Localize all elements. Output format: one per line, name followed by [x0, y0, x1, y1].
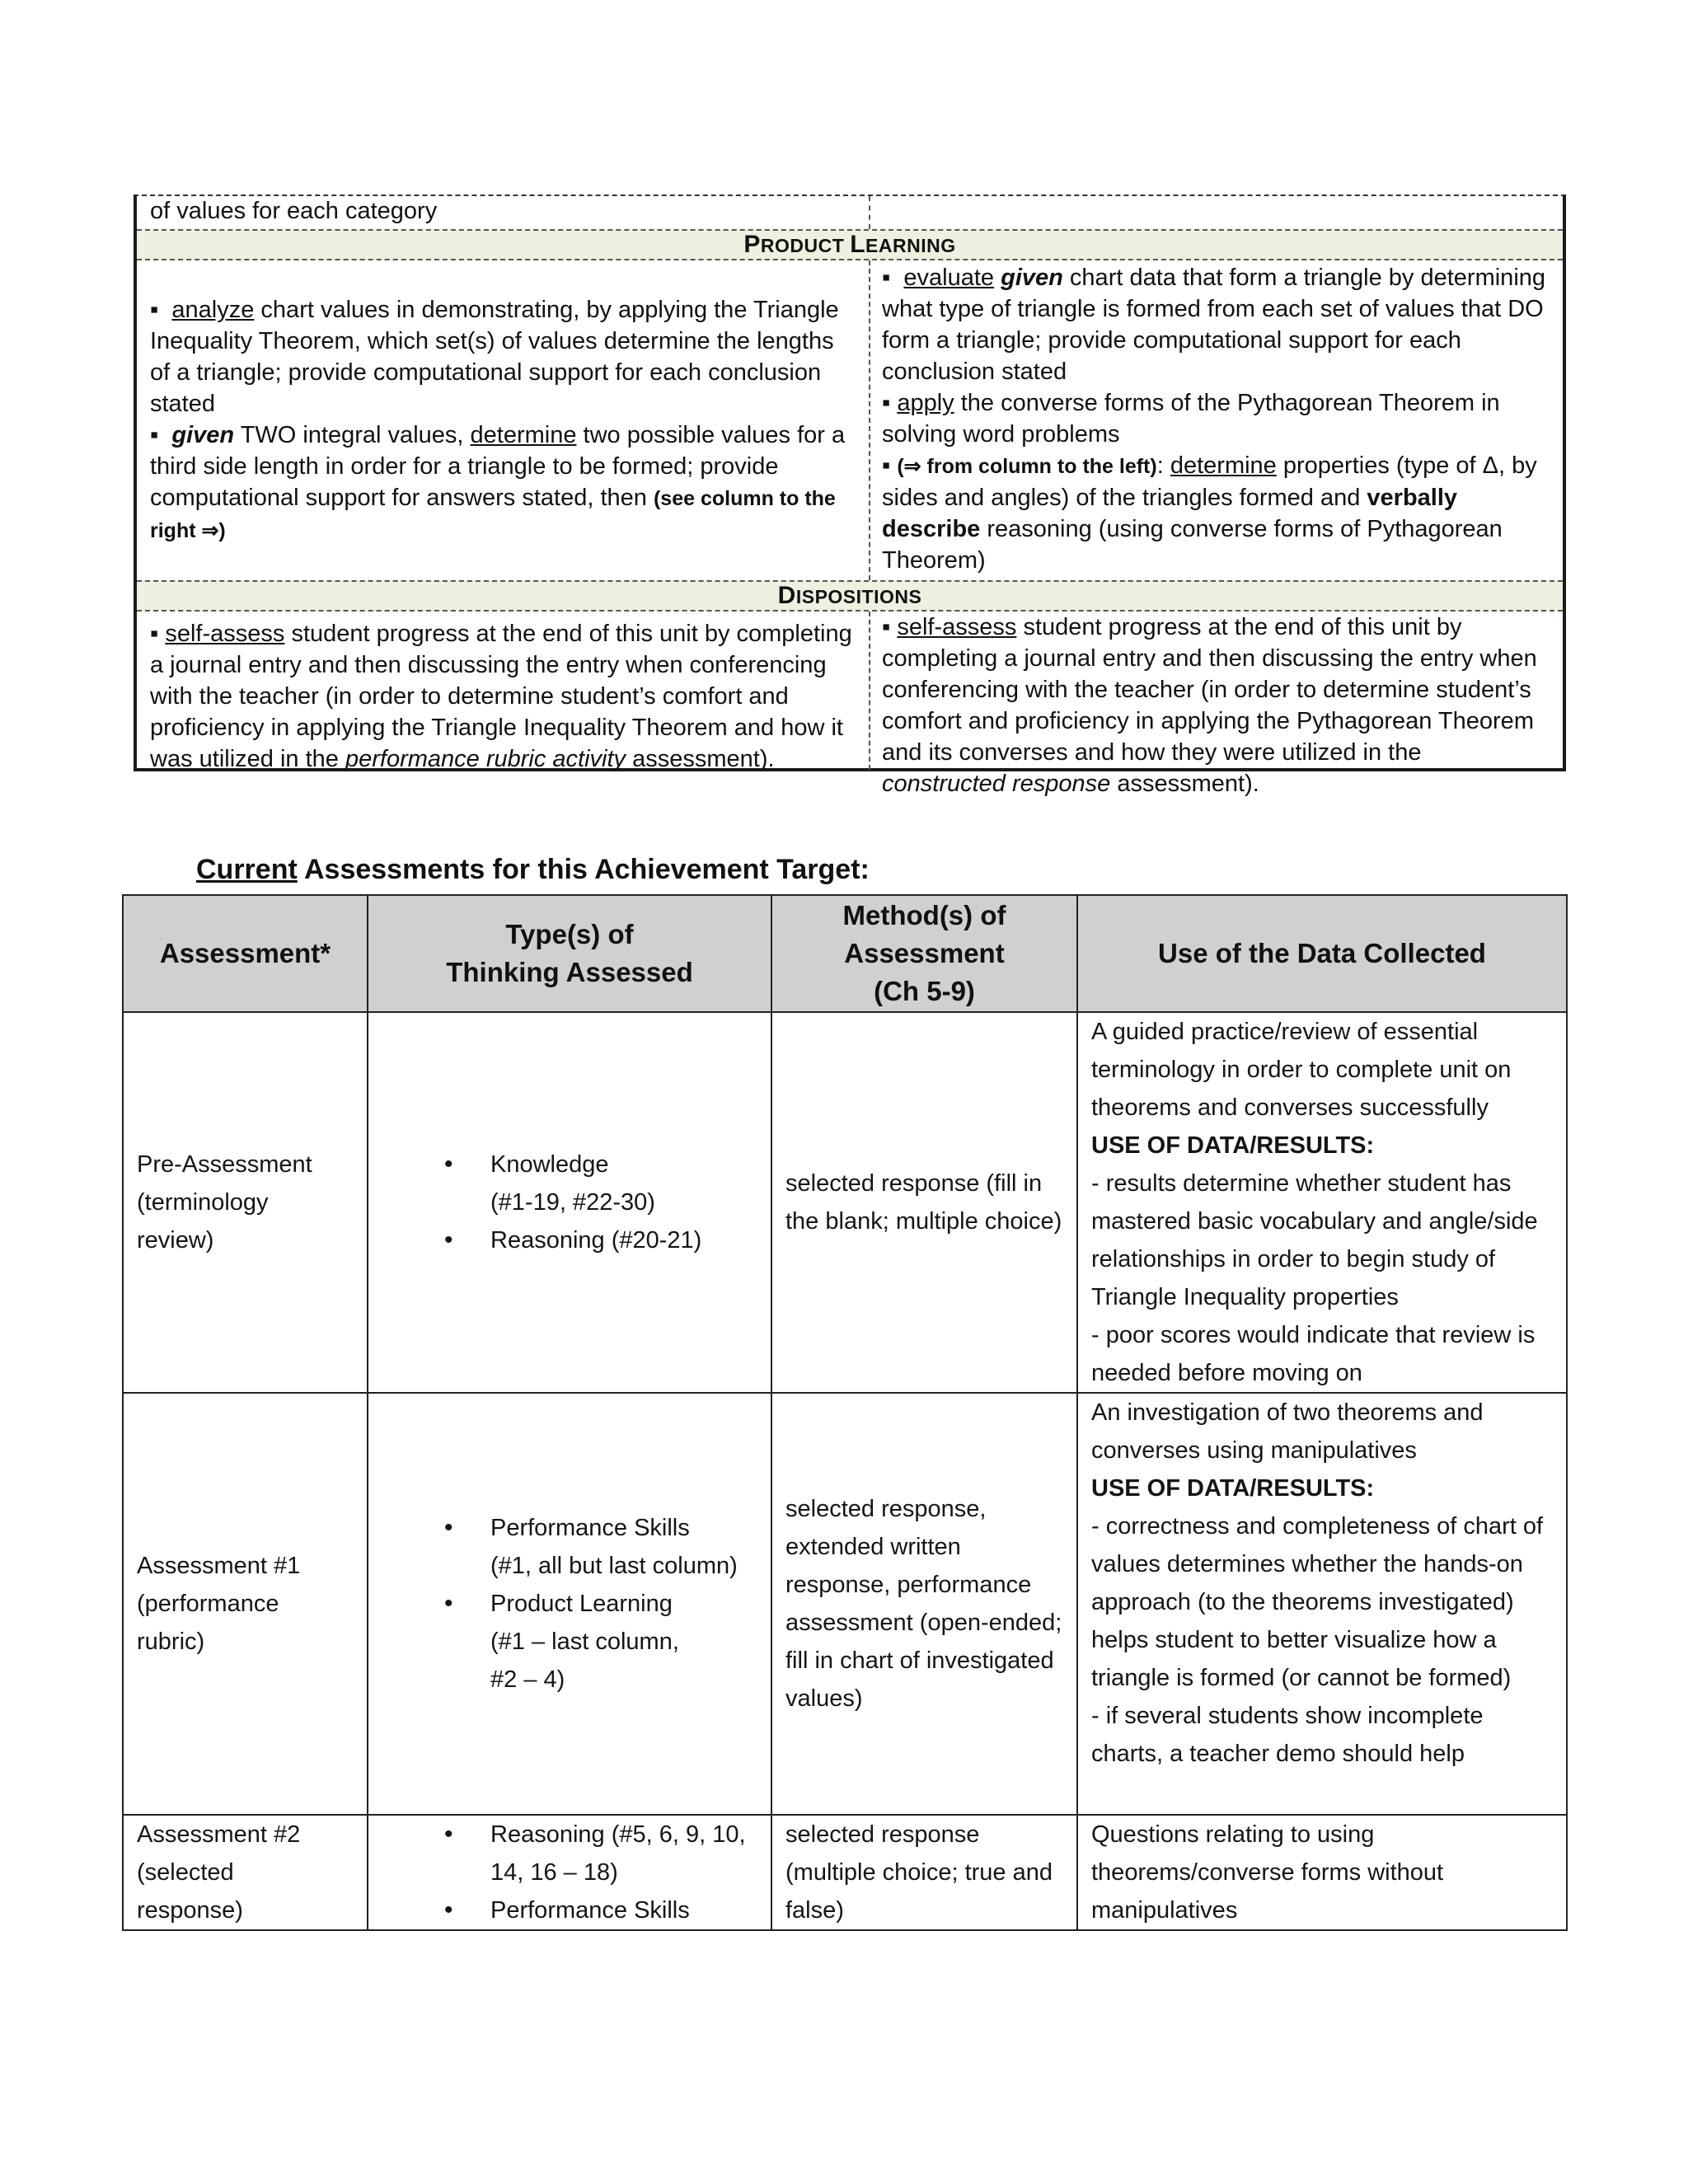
use-label: USE OF DATA/RESULTS: — [1091, 1132, 1375, 1159]
cell-text: selected response (fill in the blank; multiple choice) — [785, 1170, 1062, 1235]
verb-apply: apply — [897, 390, 954, 416]
see-right-note: (see column to the right ⇒) — [150, 487, 836, 542]
assessment-table — [122, 894, 1568, 1931]
cell-text: response) — [137, 1897, 243, 1924]
list-item — [382, 1816, 757, 1891]
cell-use — [1077, 1393, 1567, 1815]
product-right-cell — [870, 260, 1563, 580]
thinking-list — [382, 1509, 757, 1699]
header-text: Type(s) of — [505, 919, 634, 949]
verb-determine: determine — [470, 422, 577, 448]
use-point: - poor scores would indicate that review is needed before moving on — [1091, 1322, 1536, 1386]
italic-term: performance rubric activity — [345, 746, 626, 772]
band-text: RODUCT — [760, 235, 851, 256]
cell-text: Pre-Assessment — [137, 1151, 312, 1178]
cell-thinking — [368, 1012, 771, 1393]
cell-assessment — [123, 1815, 368, 1930]
header-row — [123, 895, 1567, 1012]
cell-text: (performance — [137, 1591, 279, 1617]
cell-text: Performance Skills — [490, 1897, 690, 1924]
cell-text: Knowledge — [490, 1151, 609, 1178]
cell-text: rubric) — [137, 1629, 205, 1655]
use-point: - results determine whether student has mastered basic vocabulary and angle/side relationships in order to begin study of Triangle Inequality properties — [1091, 1170, 1538, 1310]
cell-text: Reasoning (#5, 6, 9, 10, — [490, 1821, 746, 1848]
list-item — [382, 1146, 757, 1221]
verb-evaluate: evaluate — [903, 265, 995, 291]
use-intro: An investigation of two theorems and converses using manipulatives — [1091, 1399, 1484, 1464]
verb-analyze: analyze — [171, 297, 255, 323]
cell-text: selected response (multiple choice; true and false) — [785, 1821, 1053, 1924]
use-label: USE OF DATA/RESULTS: — [1091, 1475, 1375, 1502]
list-item — [382, 1585, 757, 1699]
italic-term: constructed response — [882, 771, 1111, 797]
cell-text: Assessment #1 — [137, 1553, 301, 1579]
cell-assessment — [123, 1012, 368, 1393]
dispositions-row — [137, 612, 1563, 797]
cell-text: (selected — [137, 1859, 234, 1886]
use-point: - if several students show incomplete charts, a teacher demo should help — [1091, 1703, 1484, 1767]
use-intro: A guided practice/review of essential terminology in order to complete unit on theorems and converses successfully — [1091, 1019, 1512, 1121]
text-span: properties (type of Δ, by sides and angles) of the triangles formed and — [882, 452, 1537, 511]
text-span: two possible values for a third side length in order for a triangle to be formed; provide computational support for answers stated, then — [150, 422, 846, 511]
word-given: given — [1001, 265, 1063, 291]
list-item — [382, 1891, 757, 1929]
cell-text: (#1-19, #22-30) — [490, 1189, 655, 1216]
header-method — [771, 895, 1077, 1012]
verb-self-assess: self-assess — [897, 614, 1017, 640]
cell-use — [1077, 1815, 1567, 1930]
text-span: : — [1156, 452, 1170, 479]
cell-method — [771, 1012, 1077, 1393]
header-thinking — [368, 895, 771, 1012]
thinking-list — [382, 1146, 757, 1259]
text-span: TWO integral values, — [234, 422, 471, 448]
cell-method — [771, 1815, 1077, 1930]
header-use — [1077, 895, 1567, 1012]
continued-right-cell — [870, 196, 1563, 229]
text-span: the converse forms of the Pythagorean Theorem in solving word problems — [882, 390, 1500, 448]
header-text: Assessment — [844, 938, 1005, 968]
list-item — [382, 1509, 757, 1585]
disp-right-text: ▪ self-assess student progress at the end of this unit by completing a journal entry and then discussing the entry when conferencing with the teacher (in order to determine student’s comfort and proficiency in applying the Pythagorean Theorem and its converses and how they were utilized in the constructed response assessment). — [882, 614, 1537, 797]
heading-text: Assessments for this Achievement Target: — [297, 854, 870, 885]
disp-left-cell — [137, 612, 870, 770]
cell-text: (#1 – last column, — [490, 1629, 679, 1655]
cell-text: Performance Skills — [490, 1515, 690, 1541]
continued-row — [137, 196, 1563, 229]
word-given: given — [171, 422, 235, 448]
text-span: student progress at the end of this unit by completing a journal entry and then discussing the entry when conferencing with the teacher (in order to determine student’s comfort and proficiency in applying the Triangle Inequality Theorem and how it was utilized in the — [150, 621, 852, 772]
thinking-list — [382, 1816, 757, 1929]
header-text: Method(s) of — [842, 900, 1006, 930]
band-letter: D — [777, 582, 796, 609]
text-span: chart values in demonstrating, by applying the Triangle Inequality Theorem, which set(s) of values determine the lengths of a triangle; provide computational support for each conclusion stated — [150, 297, 839, 417]
verb-self-assess: self-assess — [165, 621, 285, 647]
cell-assessment — [123, 1393, 368, 1815]
table-row — [123, 1012, 1567, 1393]
header-text: Use of the Data Collected — [1158, 938, 1486, 968]
dispositions-band — [137, 580, 1563, 612]
cell-thinking — [368, 1815, 771, 1930]
band-text: EARNING — [865, 235, 956, 256]
cell-text: Assessment #2 — [137, 1821, 301, 1848]
product-right-text: ▪ evaluate given chart data that form a triangle by determining what type of triangle is formed from each set of values that DO form a triangle; provide computational support for each conclusion stated ▪ apply the converse forms of the Pythagorean Theorem in solving word problems ▪ (⇒ from column to the left): determine properties (type of Δ, by sides and angles) of the triangles formed and verbally describe reasoning (using converse forms of Pythagorean Theorem) — [882, 265, 1546, 574]
text-span: assessment). — [1110, 771, 1259, 797]
cell-text: Reasoning (#20-21) — [490, 1227, 702, 1254]
heading-underlined: Current — [196, 854, 298, 885]
table-row — [123, 1815, 1567, 1930]
band-letter: P — [743, 231, 761, 258]
cell-text: (#1, all but last column) — [490, 1553, 738, 1579]
from-left-note: (⇒ from column to the left) — [897, 455, 1157, 478]
cell-text: review) — [137, 1227, 214, 1254]
band-letter: L — [850, 231, 866, 258]
product-left-text: ▪ analyze chart values in demonstrating, by applying the Triangle Inequality Theorem, which set(s) of values determine the lengths of a triangle; provide computational support for each conclusion stated ▪ given TWO integral values, determine two possible values for a third side length in order for a triangle to be formed; provide computational support for answers stated, then (see column to the right ⇒) — [150, 297, 846, 542]
continued-left-cell — [137, 196, 870, 229]
text-span: assessment). — [626, 746, 775, 772]
cell-text: (terminology — [137, 1189, 269, 1216]
product-left-cell — [137, 260, 870, 580]
cell-text: Questions relating to using theorems/converse forms without manipulatives — [1091, 1821, 1444, 1924]
header-text: Assessment* — [159, 938, 331, 968]
cell-text: #2 – 4) — [490, 1666, 565, 1693]
product-learning-band — [137, 229, 1563, 260]
verbally-describe: verbally describe — [882, 485, 1458, 542]
disp-right-cell — [870, 612, 1563, 797]
section-heading — [196, 854, 870, 886]
cell-thinking — [368, 1393, 771, 1815]
cell-text: Product Learning — [490, 1591, 673, 1617]
header-text: (Ch 5-9) — [874, 976, 975, 1006]
cell-text: 14, 16 – 18) — [490, 1859, 618, 1886]
text-span: reasoning (using converse forms of Pythagorean Theorem) — [882, 516, 1503, 574]
header-text: Thinking Assessed — [446, 957, 693, 987]
header-assessment — [123, 895, 368, 1012]
cell-method — [771, 1393, 1077, 1815]
list-item — [382, 1221, 757, 1259]
text-span: student progress at the end of this unit by completing a journal entry and then discussing the entry when conferencing with the teacher (in order to determine student’s comfort and proficiency in applying the Pythagorean Theorem and its converses and how they were utilized in the — [882, 614, 1537, 766]
continued-left-text: of values for each category — [150, 198, 438, 224]
objectives-table — [134, 194, 1566, 797]
verb-determine: determine — [1170, 452, 1277, 479]
use-point: - correctness and completeness of chart of values determines whether the hands-on approach (to the theorems investigated) helps student to better visualize how a triangle is formed (or cannot be formed) — [1091, 1513, 1544, 1691]
disp-left-text: ▪ self-assess student progress at the end of this unit by completing a journal entry and then discussing the entry when conferencing with the teacher (in order to determine student’s comfort and proficiency in applying the Triangle Inequality Theorem and how it was utilized in the performance rubric activity assessment). — [150, 621, 852, 772]
cell-text: selected response, extended written response, performance assessment (open-ended; fill in chart of investigated values) — [785, 1496, 1062, 1712]
text-span: chart data that form a triangle by determining what type of triangle is formed from each set of values that DO form a triangle; provide computational support for each conclusion stated — [882, 265, 1546, 385]
product-learning-row — [137, 260, 1563, 580]
table-row — [123, 1393, 1567, 1815]
band-text: ISPOSITIONS — [795, 586, 922, 607]
cell-use — [1077, 1012, 1567, 1393]
